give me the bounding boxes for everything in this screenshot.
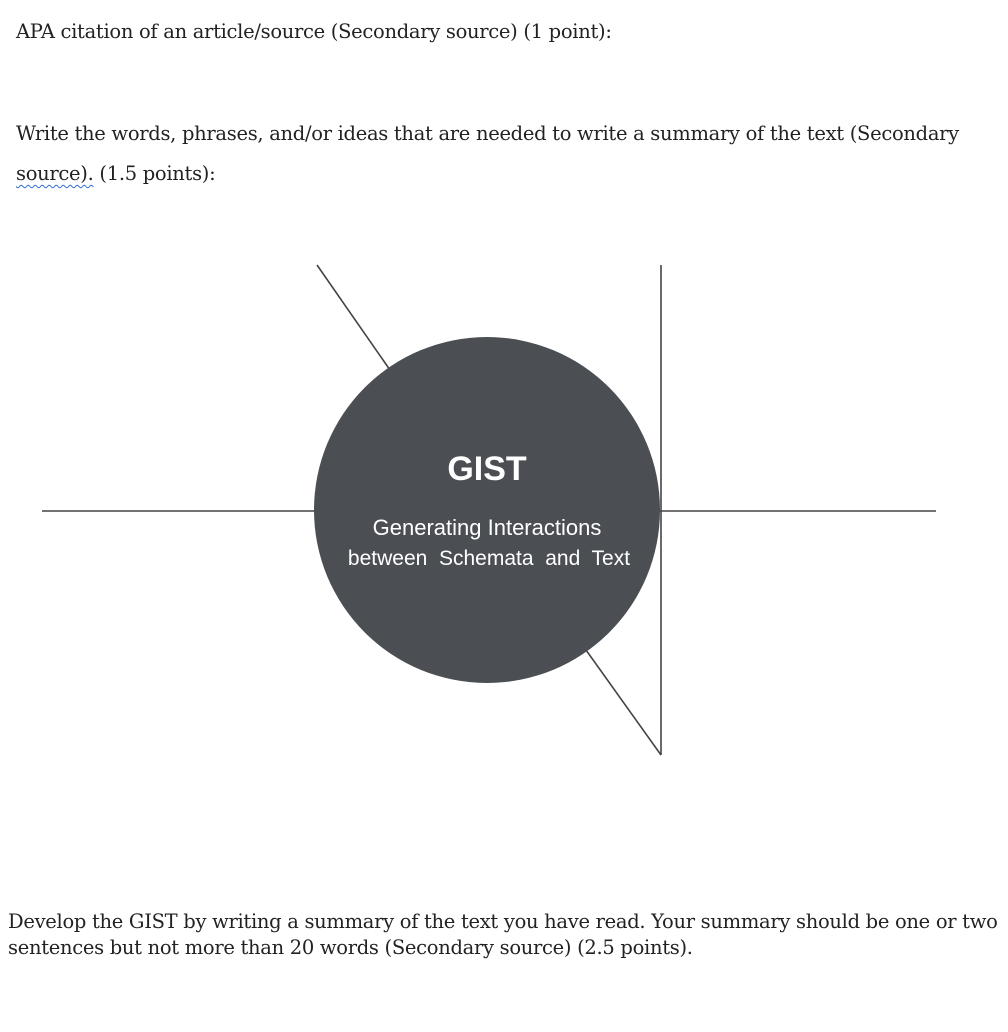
gist-circle <box>314 337 660 683</box>
gist-subtitle-line2: between Schemata and Text <box>347 547 631 570</box>
diagram-diagonal-lower-line <box>586 650 661 755</box>
diagram-diagonal-upper-line <box>317 265 390 370</box>
question-develop-gist-line2: sentences but not more than 20 words (Secondary source) (2.5 points). <box>8 936 693 959</box>
question-develop-gist-line1: Develop the GIST by writing a summary of the text you have read. Your summary should be one or two <box>8 910 998 933</box>
gist-subtitle-line1: Generating Interactions <box>372 515 602 540</box>
question-apa-citation: APA citation of an article/source (Secondary source) (1 point): <box>16 20 612 43</box>
spellcheck-flagged-word[interactable]: source). <box>16 162 94 185</box>
points-label: (1.5 points): <box>93 162 216 185</box>
question-summary-words-line1: Write the words, phrases, and/or ideas that are needed to write a summary of the text (Secondary <box>16 122 959 145</box>
gist-title: GIST <box>447 450 527 488</box>
